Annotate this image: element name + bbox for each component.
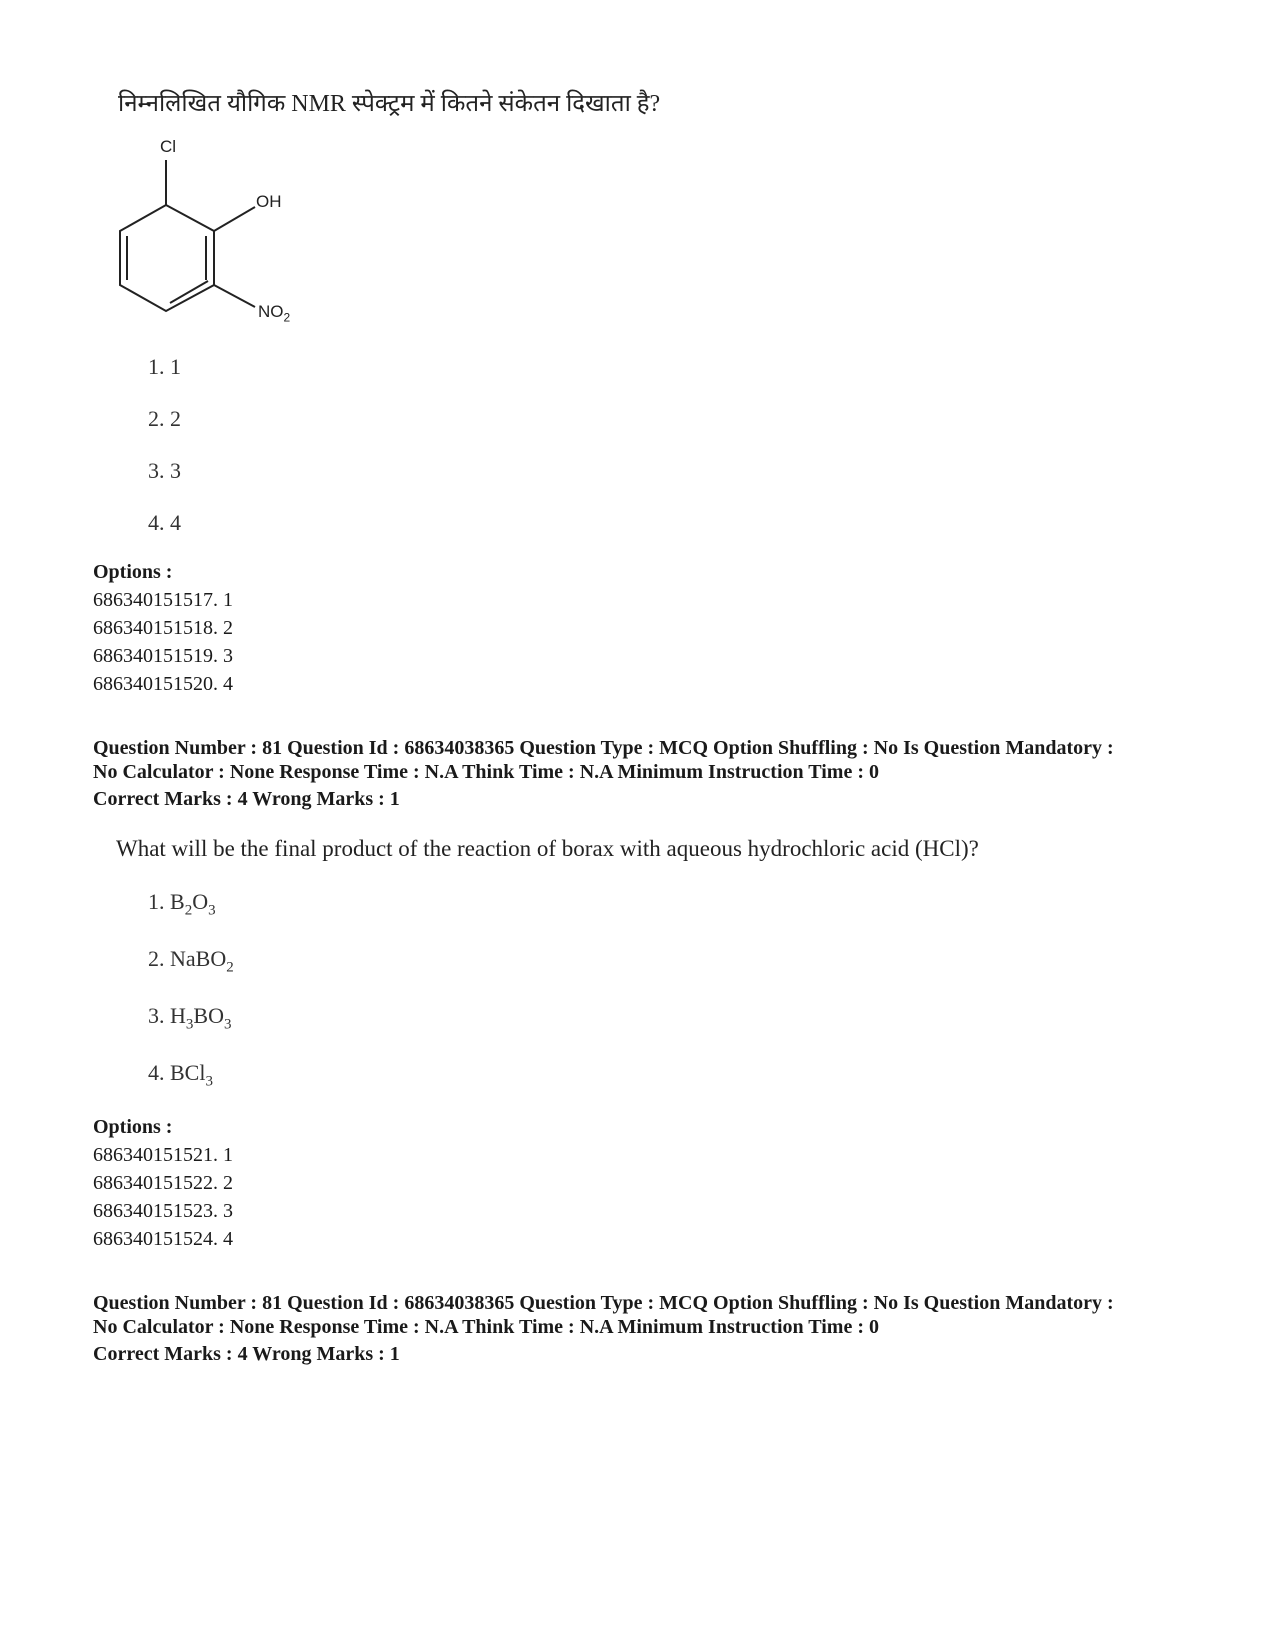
- option-id: 686340151521. 1: [93, 1144, 233, 1166]
- choice-item: 1. 1: [148, 354, 181, 379]
- marks-line: Correct Marks : 4 Wrong Marks : 1: [93, 1343, 400, 1365]
- marks-line: Correct Marks : 4 Wrong Marks : 1: [93, 788, 400, 810]
- no2-bond: [214, 285, 255, 307]
- option-id: 686340151519. 3: [93, 645, 233, 667]
- meta-line: Question Number : 81 Question Id : 68634038365 Question Type : MCQ Option Shuffling : No Is Question Mandatory :: [93, 1292, 1114, 1314]
- option-id: 686340151524. 4: [93, 1228, 233, 1250]
- choice-b2o3: 1. $B_2O_3$: [148, 889, 216, 919]
- options-label: Options :: [93, 1116, 173, 1138]
- chlorine-label: Cl: [160, 137, 177, 156]
- hydroxyl-label: OH: [256, 192, 282, 211]
- choice-item: 4. 4: [148, 510, 181, 535]
- question-text-hindi: निम्नलिखित यौगिक NMR स्पेक्ट्रम में कितने संकेतन दिखाता है?: [118, 91, 661, 117]
- option-id: 686340151518. 2: [93, 617, 233, 639]
- choice-item: 3. 3: [148, 458, 181, 483]
- nitro-label: $NO_2$: [258, 302, 291, 325]
- options-label: Options :: [93, 561, 173, 583]
- choice-h3bo3: 3. $H_3BO_3$: [148, 1003, 232, 1033]
- option-id: 686340151523. 3: [93, 1200, 233, 1222]
- meta-line: No Calculator : None Response Time : N.A Think Time : N.A Minimum Instruction Time : 0: [93, 761, 879, 783]
- benzene-ring: [120, 205, 214, 311]
- option-id: 686340151517. 1: [93, 589, 233, 611]
- meta-line: No Calculator : None Response Time : N.A Think Time : N.A Minimum Instruction Time : 0: [93, 1316, 879, 1338]
- option-id: 686340151520. 4: [93, 673, 233, 695]
- choice-item: 2. 2: [148, 406, 181, 431]
- choice-nabo2: 2. NaBO$_2$: [148, 946, 234, 976]
- choice-bcl3: 4. BCl$_3$: [148, 1060, 213, 1090]
- question-text: What will be the final product of the reaction of borax with aqueous hydrochloric acid (HCl)?: [116, 836, 979, 861]
- option-id: 686340151522. 2: [93, 1172, 233, 1194]
- oh-bond: [214, 207, 255, 231]
- question-meta: [93, 736, 1213, 784]
- meta-line: Question Number : 81 Question Id : 68634038365 Question Type : MCQ Option Shuffling : No Is Question Mandatory :: [93, 737, 1114, 759]
- question-meta: [93, 1291, 1213, 1339]
